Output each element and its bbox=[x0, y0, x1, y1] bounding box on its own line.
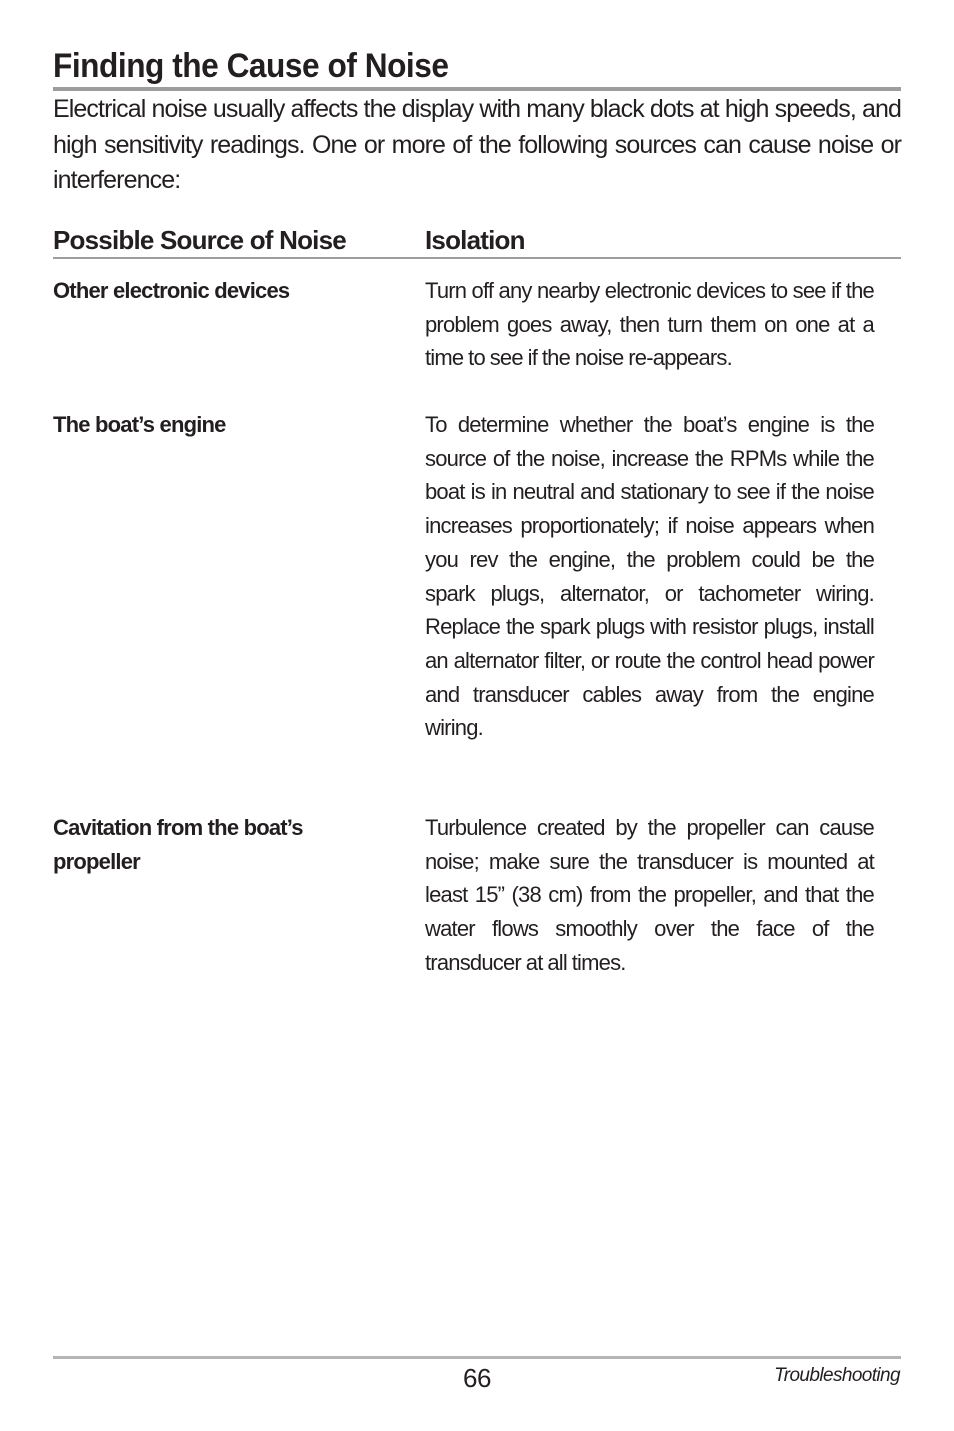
row-source-label: Cavitation from the boat’s propeller bbox=[53, 815, 303, 874]
title-divider bbox=[53, 87, 901, 91]
row-isolation-text: To determine whether the boat’s engine is the source of the noise, increase the RPMs while the boat is in neutral and stationary to see if the noise increases proportionately; if noise appears when you rev the engine, the problem could be the spark plugs, alternator, or tachometer wiring. Replace the spark plugs with resistor plugs, install an alternator filter, or route the control head power and transducer cables away from the engine wiring. bbox=[425, 412, 874, 741]
intro-paragraph: Electrical noise usually affects the display with many black dots at high speeds, and high sensitivity readings. One or more of the following sources can cause noise or interference: bbox=[53, 95, 901, 194]
page-title: Finding the Cause of Noise bbox=[53, 47, 449, 85]
row-source-label: The boat’s engine bbox=[53, 412, 226, 437]
section-name: Troubleshooting bbox=[774, 1365, 900, 1386]
row-isolation-text: Turn off any nearby electronic devices to see if the problem goes away, then turn them on one at a time to see if the noise re-appears. bbox=[425, 278, 874, 371]
row-source-label: Other electronic devices bbox=[53, 278, 290, 303]
row-isolation-text: Turbulence created by the propeller can cause noise; make sure the transducer is mounted at least 15” (38 cm) from the propeller, and that the water flows smoothly over the face of the transducer at all times. bbox=[425, 815, 874, 975]
footer-divider bbox=[53, 1356, 901, 1359]
page-number: 66 bbox=[463, 1363, 491, 1393]
table-header-divider bbox=[53, 257, 901, 259]
column-header-source: Possible Source of Noise bbox=[53, 225, 346, 255]
column-header-isolation: Isolation bbox=[425, 225, 525, 255]
